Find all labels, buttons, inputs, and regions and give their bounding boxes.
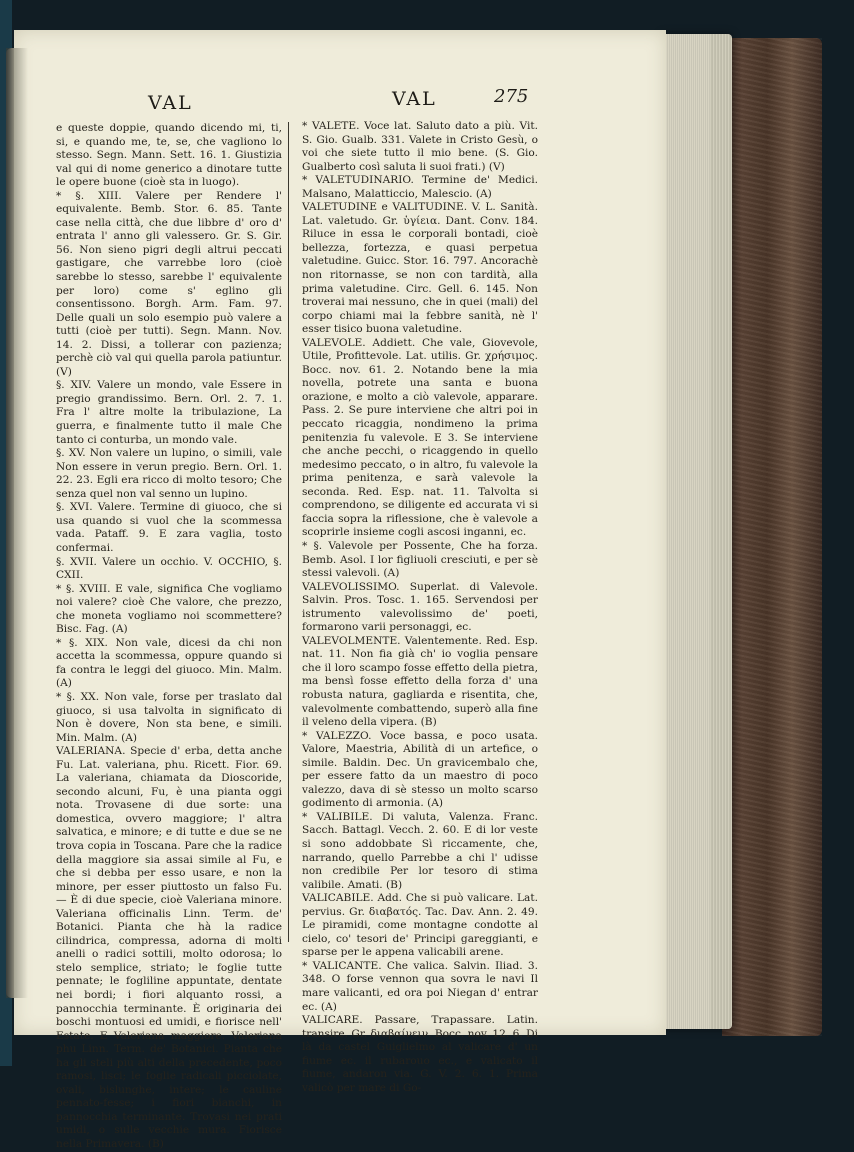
page-edges-front: [662, 34, 710, 1029]
entry-paragraph: * VALETUDINARIO. Termine de' Medici. Malsano, Malatticcio, Malescio. (A): [302, 174, 538, 200]
entry-paragraph: §. XVI. Valere. Termine di giuoco, che si usa quando si vuol che la scommessa vada. Pataff. 9. E zara vaglia, tosto confermai.: [56, 501, 282, 554]
entry-paragraph: §. XIV. Valere un mondo, vale Essere in pregio grandissimo. Bern. Orl. 2. 7. 1. Fra l' altre molte la tribulazione, La guerra, e finalmente tutto il male Che tanto ci conturba, un mondo vale.: [56, 379, 282, 446]
page-number: 275: [494, 86, 529, 107]
left-running-head: VAL: [148, 92, 193, 114]
entry-paragraph: §. XV. Non valere un lupino, o simili, vale Non essere in verun pregio. Bern. Orl. 1. 22. 23. Egli era ricco di molto tesoro; Che senza quel non val senno un lupino.: [56, 447, 282, 500]
entry-paragraph: * §. XIX. Non vale, dicesi da chi non accetta la scommessa, oppure quando si fa contra le leggi del giuoco. Min. Malm. (A): [56, 636, 282, 690]
entry-paragraph: * VALICANTE. Che valica. Salvin. Iliad. 3. 348. O forse vennon qua sovra le navi Il mare valicanti, ed ora poi Niegan d' entrar ec. (A): [302, 959, 538, 1013]
entry-paragraph: VALEVOLISSIMO. Superlat. di Valevole. Salvin. Pros. Tosc. 1. 165. Servendosi per istrumento valevolissimo de' poeti, formarono varii personaggi, ec.: [302, 580, 538, 634]
book-cover-board: [722, 38, 822, 1036]
entry-paragraph: * VALEZZO. Voce bassa, e poco usata. Valore, Maestria, Abilità di un artefice, o simile. Baldin. Dec. Un gravicembalo che, per essere fatto da un maestro di poco valezzo, dava di sè stesso un molto scarso godimento di armonia. (A): [302, 729, 538, 810]
entry-paragraph: VALEVOLE. Addiett. Che vale, Giovevole, Utile, Profittevole. Lat. utilis. Gr. χρήσιμος. Bocc. nov. 61. 2. Notando bene la mia novella, potrete una santa e buona orazione, e molto a ciò valevole, apparare. Pass. 2. Se pure interviene che altri poi in peccato ricaggia, nondimeno la prima penitenzia fu valevole. E 3. Se interviene che anche pecchi, o ricaggendo in quello medesimo peccato, o in altro, fu valevole la prima penitenza, e sarà valevole la seconda. Red. Esp. nat. 11. Talvolta si comprendono, se diligente ed accurata vi si faccia sopra la riflessione, che è valevole a scoprirle insieme cogli ascosi inganni, ec.: [302, 336, 538, 539]
column-divider: [288, 122, 289, 942]
entry-paragraph: * §. XX. Non vale, forse per traslato dal giuoco, si usa talvolta in significato di Non è dovere, Non sta bene, e simili. Min. Malm. (A): [56, 690, 282, 744]
spine-shadow: [6, 48, 28, 998]
entry-paragraph: VALICARE. Passare, Trapassare. Latin. transire. Gr. διαβαίνειν. Bocc. nov. 12. 6. Di là da castel Guiglielmo al valicare d' un fiume ec. il rubarouo ec., e valicato il fiume, andaron via. G. V. 2. 6. 1. Prima valicò per mare di Go-: [302, 1014, 538, 1094]
left-column: [56, 122, 282, 1152]
right-column: [302, 120, 538, 1095]
entry-paragraph: §. XVII. Valere un occhio. V. OCCHIO, §. CXII.: [56, 555, 282, 582]
entry-paragraph: VALICABILE. Add. Che si può valicare. Lat. pervius. Gr. διαβατός. Tac. Dav. Ann. 2. 49. Le piramidi, come montagne condotte al cielo, co' tesori de' Principi gareggianti, e sparse per le appena valicabili arene.: [302, 892, 538, 959]
right-running-head: VAL: [392, 88, 437, 110]
entry-paragraph: * VALIBILE. Di valuta, Valenza. Franc. Sacch. Battagl. Vecch. 2. 60. E di lor veste si sono addobbate Sì riccamente, che, narrando, quello Parrebbe a chi l' udisse non credibile Per lor tesoro di stima valibile. Amati. (B): [302, 810, 538, 891]
entry-paragraph: e queste doppie, quando dicendo mi, ti, si, e quando me, te, se, che vagliono lo stesso. Segn. Mann. Sett. 16. 1. Giustizia val qui di nome generico a dinotare tutte le opere buone (cioè sta in luogo).: [56, 122, 282, 189]
entry-paragraph: VALERIANA. Specie d' erba, detta anche Fu. Lat. valeriana, phu. Ricett. Fior. 69. La valeriana, chiamata da Dioscoride, secondo alcuni, Fu, è una pianta oggi nota. Trovasene di due sorte: una domestica, ovvero maggiore; l' altra salvatica, e minore; e di tutte e due se ne trova copia in Toscana. Pare che la radice della maggiore sia assai simile al Fu, e che si debba per esso usare, e non la minore, per esser piuttosto un falso Fu. — È di due specie, cioè Valeriana minore. Valeriana officinalis Linn. Term. de' Botanici. Pianta che hà la radice cilindrica, compressa, adorna di molti anelli o radici sottili, molto odorosa; lo stelo semplice, striato; le foglie tutte pennate; le fogliline appuntate, dentate nei bordi; i fiori alquanto rossi, a pannocchia terminante. È originaria dei boschi montuosi ed umidi, e fiorisce nell' Estate. E Valeriana maggiore. Valeriana phu Linn. Term. de' Botanici. Pianta che ha gli steli più alti della precedente, poco ramosi, lisci; le foglie radicali picciolate, ovali, bislunghe, intere; le cauline pennato-fesse; i fiori bianchi, in pannocchia terminante. Trovasi nei prati umidi, o sulle vecchie mura. Fiorisce nella Primavera. (B): [56, 745, 282, 1151]
entry-paragraph: VALEVOLMENTE. Valentemente. Red. Esp. nat. 11. Non fia già ch' io voglia pensare che il loro scampo fosse effetto della pietra, ma bensì fosse effetto della forza d' una robusta natura, gagliarda e risentita, che, valevolmente combattendo, superò alla fine il veleno della vipera. (B): [302, 634, 538, 729]
entry-paragraph: * §. Valevole per Possente, Che ha forza. Bemb. Asol. I lor figliuoli cresciuti, e per sè stessi valevoli. (A): [302, 539, 538, 580]
entry-paragraph: VALETUDINE e VALITUDINE. V. L. Sanità. Lat. valetudo. Gr. ὑγίεια. Dant. Conv. 184. Riluce in essa le corporali bontadi, cioè bellezza, fortezza, e quasi perpetua valetudine. Guicc. Stor. 16. 797. Ancorachè non ritornasse, se non con tardità, alla prima valetudine. Circ. Gell. 6. 145. Non troverai mai nessuno, che in quei (mali) del corpo chiami mai la febbre sanità, nè l' esser tisico buona valetudine.: [302, 201, 538, 336]
entry-paragraph: * VALETE. Voce lat. Saluto dato a più. Vit. S. Gio. Gualb. 331. Valete in Cristo Gesù, o voi che siete tutto il mio bene. (S. Gio. Gualberto così saluta li suoi frati.) (V): [302, 120, 538, 173]
entry-paragraph: * §. XVIII. E vale, significa Che vogliamo noi valere? cioè Che valore, che prezzo, che moneta vogliamo noi scommettere? Bisc. Fag. (A): [56, 582, 282, 636]
entry-paragraph: * §. XIII. Valere per Rendere l' equivalente. Bemb. Stor. 6. 85. Tante case nella città, che due libbre d' oro d' entrata l' anno gli valessero. Gr. S. Gir. 56. Non sieno pigri degli altrui peccati gastigare, che varrebbe loro (cioè sarebbe lo stesso, sarebbe l' equivalente per loro) come s' eglino gli consentissono. Borgh. Arm. Fam. 97. Delle quali un solo esempio può valere a tutti (cioè per tutti). Segn. Mann. Nov. 14. 2. Dissi, a tollerar con pazienza; perchè ciò val qui quella parola patiuntur. (V): [56, 189, 282, 378]
